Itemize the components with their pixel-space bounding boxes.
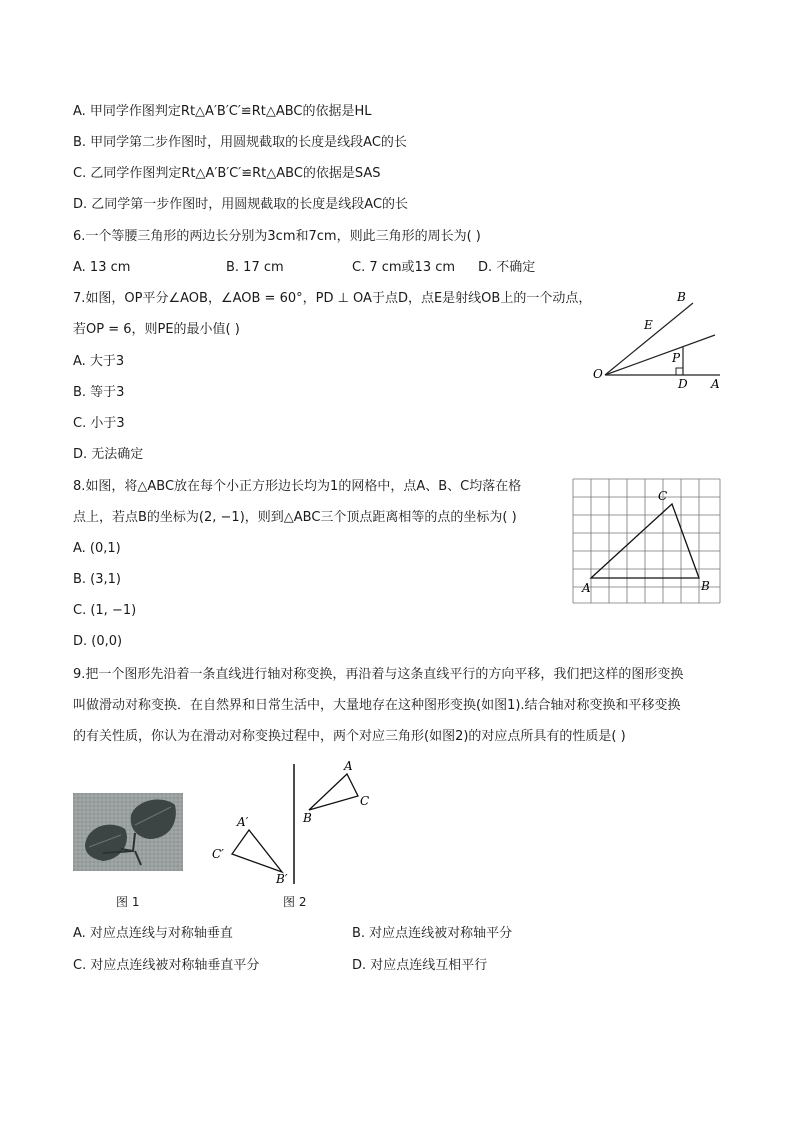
q9-stem-line2: 叫做滑动对称变换．在自然界和日常生活中，大量地存在这种图形变换(如图1).结合轴对称变换和平移变换 [73,698,681,713]
q9-option-d: D. 对应点连线互相平行 [352,958,488,973]
ray-op [605,335,715,375]
triangle-a1b1c1 [232,830,282,872]
q6-option-b: B. 17 cm [226,260,284,275]
label-c: C [658,489,668,503]
q5-option-c: C. 乙同学作图判定Rt△A′B′C′≌Rt△ABC的依据是SAS [73,166,381,181]
label-c: C [360,794,370,808]
q7-stem-line1: 7.如图，OP平分∠AOB，∠AOB = 60°，PD ⊥ OA于点D，点E是射线OB上的一个动点， [73,291,592,306]
label-b-prime: B′ [276,872,288,886]
q9-stem-line3: 的有关性质，你认为在滑动对称变换过程中，两个对应三角形(如图2)的对应点所具有的性质是( ) [73,729,626,744]
label-a: A [711,377,720,391]
label-a: A [582,581,591,595]
label-b: B [303,811,312,825]
q8-stem-line2: 点上，若点B的坐标为(2, −1)，则到△ABC三个顶点距离相等的点的坐标为( ) [73,510,517,525]
q6-option-c: C. 7 cm或13 cm [352,260,456,275]
label-o: O [593,367,603,381]
triangle-abc [309,774,358,810]
figure1-caption: 图 1 [116,895,140,909]
label-b: B [701,579,710,593]
label-b: B [677,290,686,304]
q5-option-a: A. 甲同学作图判定Rt△A′B′C′≌Rt△ABC的依据是HL [73,104,372,119]
glide-reflection-figure [205,760,380,888]
q5-option-b: B. 甲同学第二步作图时，用圆规截取的长度是线段AC的长 [73,135,407,150]
q6-stem: 6.一个等腰三角形的两边长分别为3cm和7cm，则此三角形的周长为( ) [73,229,481,244]
right-angle-mark [676,368,683,375]
q8-option-a: A. (0,1) [73,541,121,556]
figure2-caption: 图 2 [283,895,307,909]
q8-option-b: B. (3,1) [73,572,122,587]
q9-option-c: C. 对应点连线被对称轴垂直平分 [73,958,260,973]
q7-option-b: B. 等于3 [73,385,125,400]
q7-option-c: C. 小于3 [73,416,125,431]
q8-grid-figure [570,476,726,606]
label-e: E [644,318,653,332]
q8-option-c: C. (1, −1) [73,603,137,618]
q7-stem-line2: 若OP = 6，则PE的最小值( ) [73,322,240,337]
label-a-prime: A′ [237,815,249,829]
label-a: A [344,760,353,773]
q9-option-a: A. 对应点连线与对称轴垂直 [73,926,233,941]
label-c-prime: C′ [212,847,224,861]
q8-stem-line1: 8.如图，将△ABC放在每个小正方形边长均为1的网格中，点A、B、C均落在格 [73,479,522,494]
q7-option-d: D. 无法确定 [73,447,144,462]
q9-option-b: B. 对应点连线被对称轴平分 [352,926,513,941]
q7-option-a: A. 大于3 [73,354,125,369]
q6-option-d: D. 不确定 [478,260,536,275]
q8-option-d: D. (0,0) [73,634,123,649]
label-p: P [672,351,681,365]
q5-option-d: D. 乙同学第一步作图时，用圆规截取的长度是线段AC的长 [73,197,409,212]
leaf-photo-figure [73,793,183,871]
q9-stem-line1: 9.把一个图形先沿着一条直线进行轴对称变换，再沿着与这条直线平行的方向平移，我们把这样的图形变换 [73,667,684,682]
label-d: D [678,377,688,391]
grid-lines [573,479,720,603]
q7-angle-figure [585,285,735,395]
q6-option-a: A. 13 cm [73,260,131,275]
